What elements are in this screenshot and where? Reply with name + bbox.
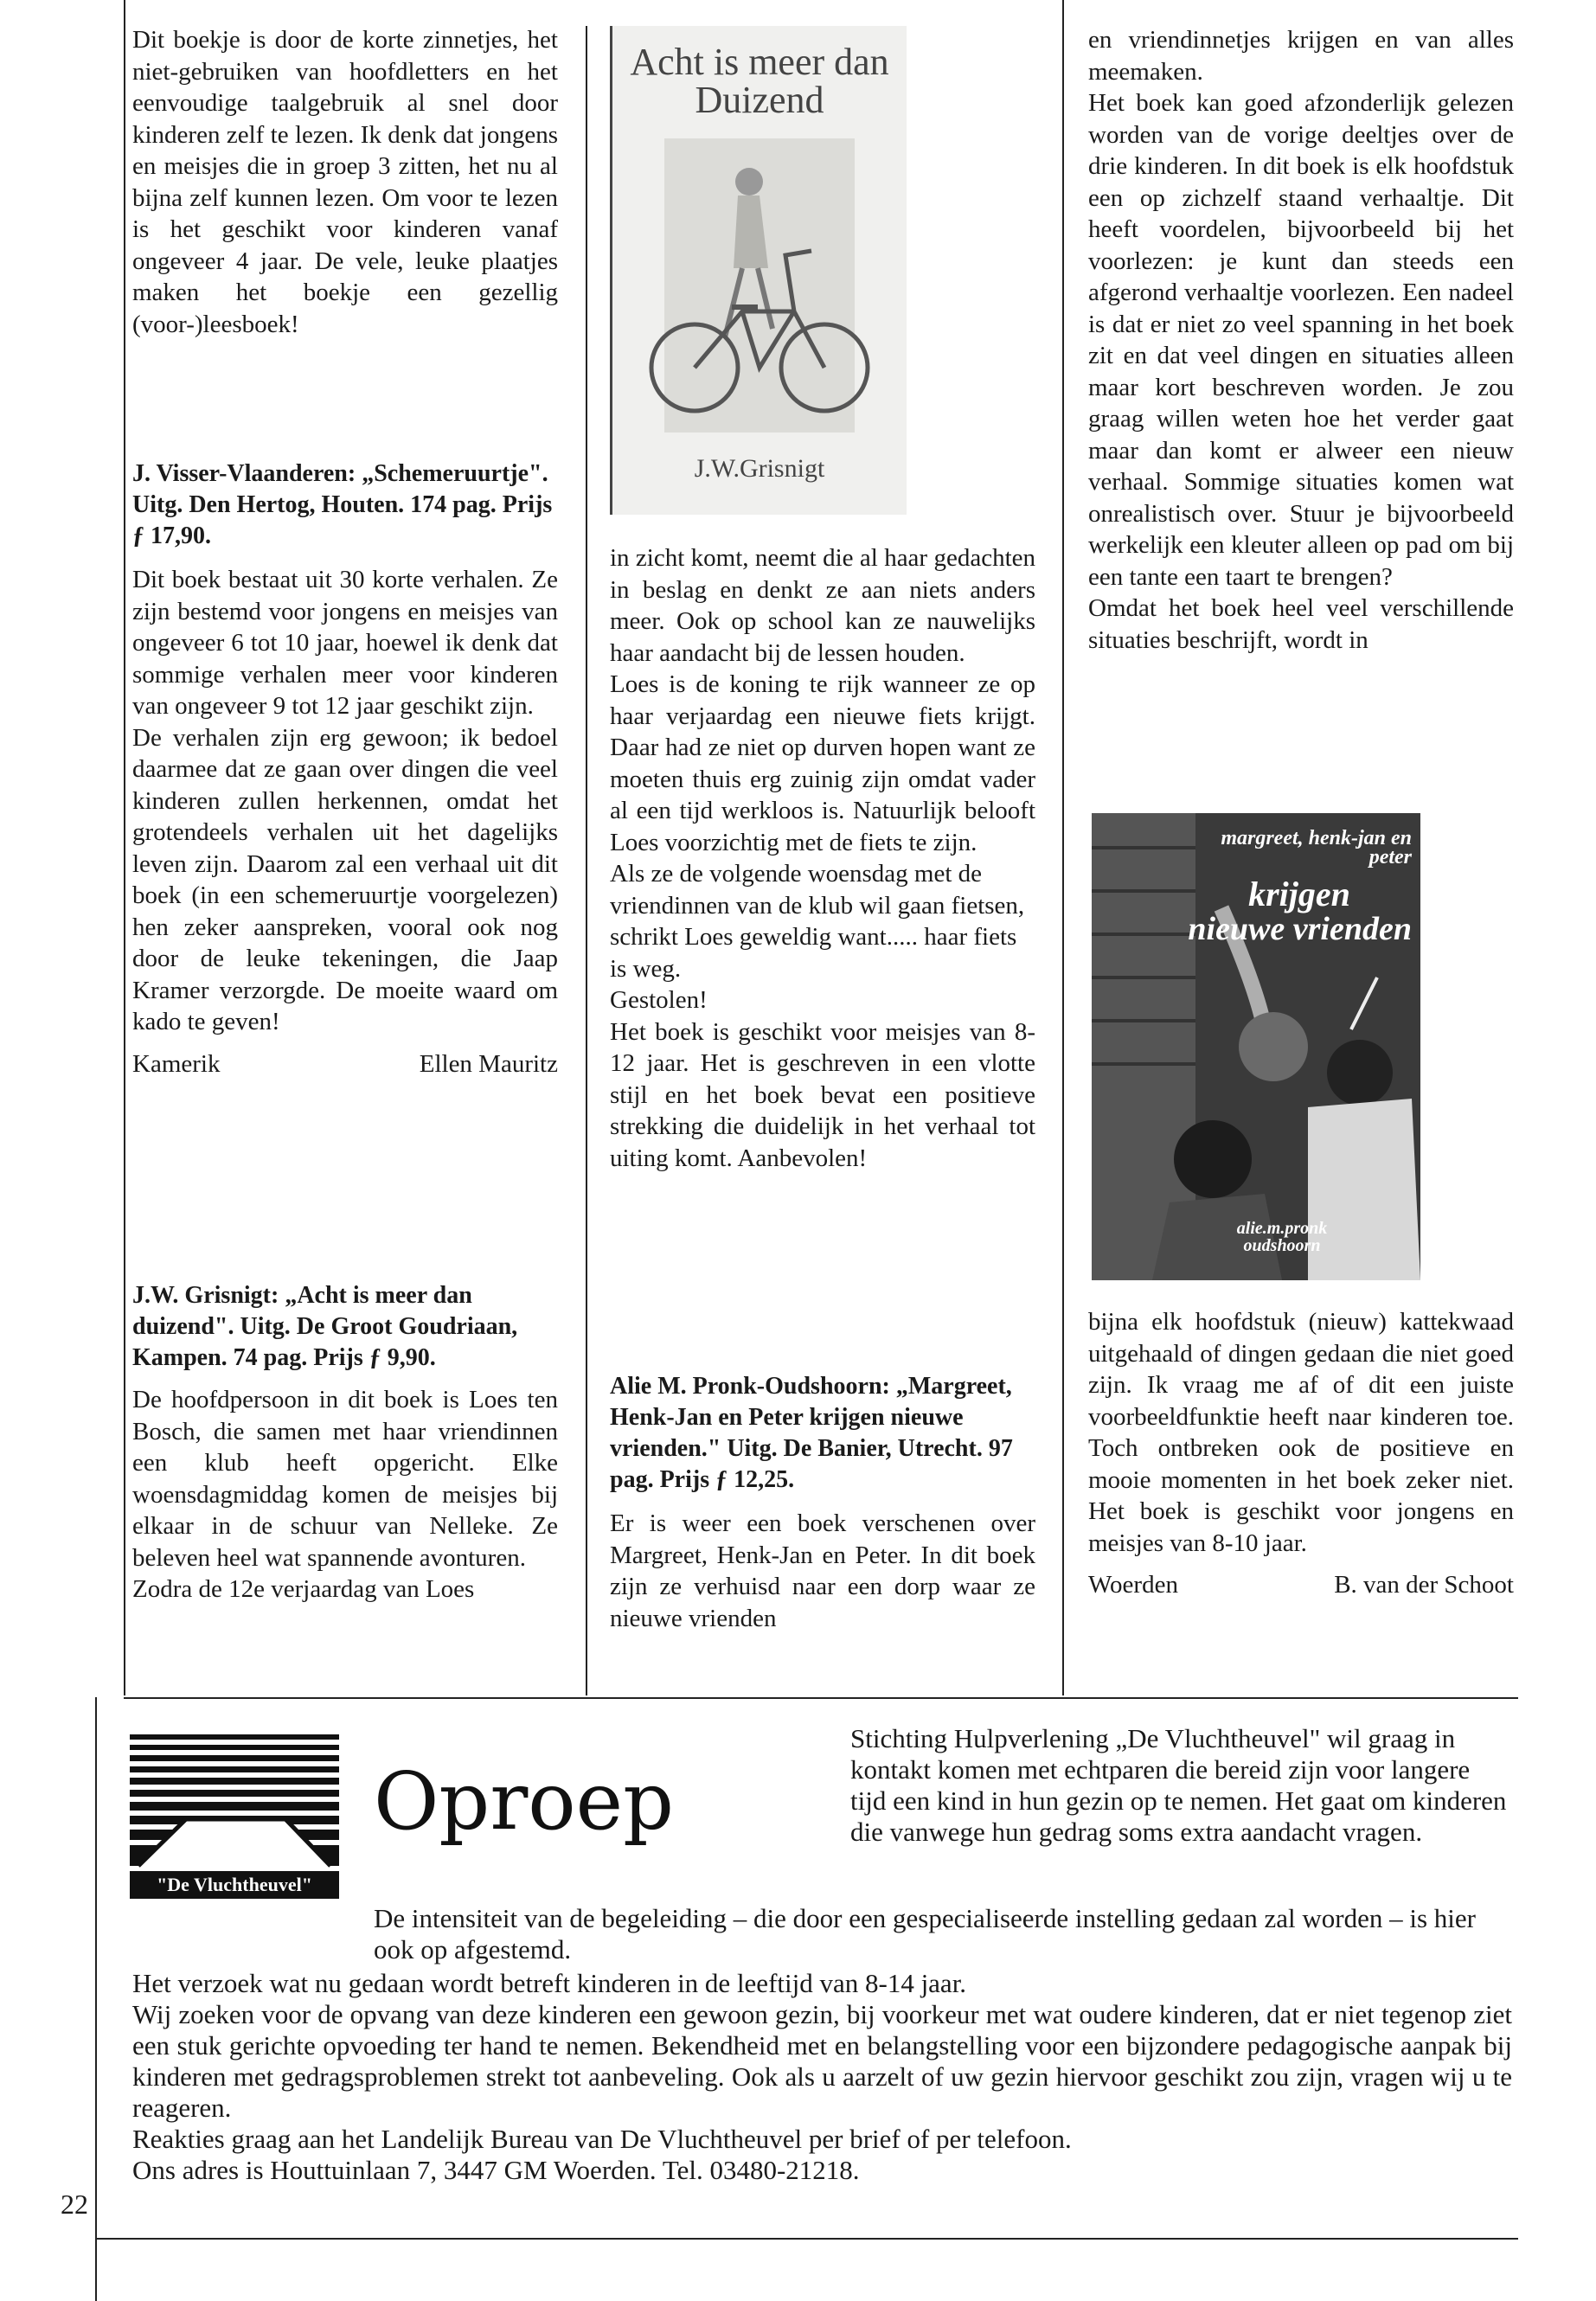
ad-intensity: De intensiteit van de begeleiding – die door een gespecialiseerde instelling gedaan zal worden – is hier ook op afgestemd. bbox=[374, 1903, 1476, 1965]
ad-top-rule bbox=[124, 1697, 1518, 1699]
review-paragraph: in zicht komt, neemt die al haar gedachten in beslag en denkt ze aan niets anders meer. Ook op school kan ze nauwelijks haar aandacht bij de lessen houden. bbox=[610, 544, 1035, 667]
cover-title-krijgen: krijgen bbox=[1248, 875, 1350, 913]
review-paragraph: Er is weer een boek verschenen over Margreet, Henk-Jan en Peter. In dit boek zijn ze verhuisd naar een dorp waar ze nieuwe vrienden bbox=[610, 1509, 1035, 1632]
review-signature bbox=[1088, 1569, 1514, 1601]
review-paragraph: Als ze de volgende woensdag met de vriendinnen van de klub wil gaan fietsen, schrikt Loes geweldig want..... haar fiets is weg. bbox=[610, 860, 1025, 983]
ad-seek: Wij zoeken voor de opvang van deze kinderen een gewoon gezin, bij voorkeur met wat oudere kinderen, dat er niet tegenop ziet een stuk gerichte opvoeding ter hand te nemen. Bekendheid met en belangstelling voor een bijzondere pedagogische aanpak bij kinderen met gedragsproblemen strekt tot aanbeveling. Ook als u aarzelt of uw gezin hiervoor geschikt zou zijn, vragen wij u te reageren. bbox=[132, 1999, 1512, 2123]
review-paragraph: De hoofdpersoon in dit boek is Loes ten Bosch, die samen met haar vriendinnen een klub heeft opgericht. Elke woensdagmiddag komen de meisjes bij elkaar in de schuur van Nelleke. Ze beleven heel wat spannende avonturen. bbox=[132, 1386, 558, 1572]
review-title-margreet: Alie M. Pronk-Oudshoorn: „Margreet, Henk-Jan en Peter krijgen nieuwe vrienden." Uitg. De Banier, Utrecht. 97 pag. Prijs ƒ 12,25. bbox=[610, 1373, 1013, 1493]
review-paragraph: Het boek is geschikt voor meisjes van 8-12 jaar. Het is geschreven in een vlotte stijl en het boek bevat een positieve strekking die duidelijk in het verhaal tot uiting komt. Aanbevolen! bbox=[610, 1017, 1035, 1172]
review-paragraph: De verhalen zijn erg gewoon; ik bedoel daarmee dat ze gaan over dingen die veel kinderen zullen herkennen, omdat het grotendeels verhalen uit het dagelijks leven zijn. Daarom zal een verhaal uit dit boek (in een schemeruurtje voorgelezen) hen zeker aanspreken, vooral ook nog door de leuke tekeningen, die Jaap Kramer verzorgde. De moeite waard om kado te geven! bbox=[132, 723, 558, 1035]
girl-on-bicycle-illustration bbox=[612, 26, 907, 515]
column-rule-left bbox=[124, 0, 125, 1695]
review-paragraph: bijna elk hoofdstuk (nieuw) kattekwaad uitgehaald of dingen gedaan die niet goed zijn. Ik vraag me af of dit een juiste voorbeeldfunktie heeft naar kinderen toe. Toch ontbreken ook de positieve en mooie momenten in het boek zeker niet. Het boek is geschikt voor jongens en meisjes van 8-10 jaar. bbox=[1088, 1308, 1514, 1557]
review-title-acht-is-meer: J.W. Grisnigt: „Acht is meer dan duizend". Uitg. De Groot Goudriaan, Kampen. 74 pag. Prijs ƒ 9,90. bbox=[132, 1282, 518, 1371]
ad-heading: Oproep bbox=[374, 1755, 675, 1848]
cover-title: Acht is meer dan Duizend bbox=[630, 41, 889, 121]
review-paragraph: Het boek kan goed afzonderlijk gelezen worden van de vorige deeltjes over de drie kinderen. In dit boek is elk hoofdstuk een op zichzelf staand verhaaltje. Dit heeft voordelen, bijvoorbeeld bij het voorlezen: je kunt dan steeds een afgerond verhaaltje voorlezen. Een nadeel is dat er niet zo veel spanning in het boek zit en dat veel dingen en situaties alleen maar kort beschreven worden. Je zou graag willen weten hoe het verder gaat maar dan komt er alweer een nieuw verhaal. Sommige situaties komen wat onrealistisch over. Stuur je bijvoorbeeld werkelijk een kleuter alleen op pad om bij een tante een taart te brengen? bbox=[1088, 89, 1514, 591]
review-title-schemeruurtje: J. Visser-Vlaanderen: „Schemeruurtje". Uitg. Den Hertog, Houten. 174 pag. Prijs ƒ 17,90. bbox=[132, 460, 553, 549]
cover-author-line-2: oudshoorn bbox=[1243, 1236, 1321, 1255]
page-number: 22 bbox=[61, 2189, 88, 2220]
column-1-middle bbox=[132, 458, 558, 1080]
column-rule-1 bbox=[586, 26, 587, 1695]
column-rule-2 bbox=[1062, 0, 1064, 1695]
review-paragraph: Omdat het boek heel veel verschillende situaties beschrijft, wordt in bbox=[1088, 594, 1514, 654]
review-paragraph: Loes is de koning te rijk wanneer ze op haar verjaardag een nieuwe fiets krijgt. Daar had ze niet op durven hopen want ze moeten thuis erg zuinig zijn omdat vader al een tijd werkloos is. Natuurlijk belooft Loes voorzichtig met de fiets te zijn. bbox=[610, 670, 1035, 856]
ad-intro: Stichting Hulpverlening „De Vluchtheuvel" wil graag in kontakt komen met echtparen die bereid zijn voor langere tijd een kind in hun gezin op te nemen. Het gaat om kinderen die vanwege hun gedrag soms extra aandacht vragen. bbox=[850, 1723, 1507, 1847]
hill-stripes-logo-icon bbox=[130, 1734, 339, 1868]
ad-request: Het verzoek wat nu gedaan wordt betreft kinderen in de leeftijd van 8-14 jaar. bbox=[132, 1968, 967, 1998]
book-cover-acht-is-meer-dan-duizend bbox=[610, 26, 907, 515]
book-cover-margreet-henk-jan-en-peter bbox=[1092, 813, 1420, 1280]
column-1-top bbox=[132, 24, 558, 340]
ad-left-rule bbox=[95, 1697, 97, 2301]
review-paragraph: Dit boek bestaat uit 30 korte verhalen. Ze zijn bestemd voor jongens en meisjes van ongeveer 6 tot 10 jaar, hoewel ik denk dat sommige verhalen meer voor kinderen van ongeveer 9 tot 12 jaar geschikt zijn. bbox=[132, 566, 558, 720]
review-paragraph: Gestolen! bbox=[610, 986, 708, 1014]
ad-bottom-rule bbox=[95, 2238, 1518, 2240]
review-paragraph: en vriendinnetjes krijgen en van alles meemaken. bbox=[1088, 26, 1514, 86]
review-paragraph: Zodra de 12e verjaardag van Loes bbox=[132, 1575, 475, 1603]
ad-body bbox=[132, 1968, 1512, 2186]
cover-title-nieuwe-vrienden: nieuwe vrienden bbox=[1188, 911, 1412, 947]
review-signature bbox=[132, 1048, 558, 1080]
signature-name: B. van der Schoot bbox=[1334, 1571, 1514, 1599]
cover-child-names: margreet, henk-jan en peter bbox=[1221, 827, 1412, 868]
column-3-bottom bbox=[1088, 1306, 1514, 1601]
column-2-bottom bbox=[610, 1371, 1035, 1634]
cover-author bbox=[1213, 1220, 1351, 1254]
column-1-bottom bbox=[132, 1280, 558, 1606]
vluchtheuvel-logo bbox=[130, 1734, 339, 1899]
cover-author-line-1: alie.m.pronk bbox=[1236, 1219, 1328, 1238]
column-2 bbox=[610, 542, 1035, 1174]
logo-label: "De Vluchtheuvel" bbox=[130, 1871, 339, 1899]
cover-author: J.W.Grisnigt bbox=[694, 454, 825, 483]
signature-name: Ellen Mauritz bbox=[419, 1049, 558, 1078]
ad-reactions: Reakties graag aan het Landelijk Bureau van De Vluchtheuvel per brief of per telefoon. bbox=[132, 2124, 1072, 2154]
review-intro-paragraph: Dit boekje is door de korte zinnetjes, het niet-gebruiken van hoofdletters en het eenvoudige taalgebruik al snel door kinderen zelf te lezen. Ik denk dat jongens en meisjes die in groep 3 zitten, het nu al bijna zelf kunnen lezen. Om voor te lezen is het geschikt voor kinderen vanaf ongeveer 4 jaar. De vele, leuke plaatjes maken het boekje een gezellig (voor-)leesboek! bbox=[132, 26, 558, 338]
signature-place: Kamerik bbox=[132, 1049, 221, 1078]
column-3-top bbox=[1088, 24, 1514, 656]
signature-place: Woerden bbox=[1088, 1571, 1178, 1599]
ad-address: Ons adres is Houttuinlaan 7, 3447 GM Woerden. Tel. 03480-21218. bbox=[132, 2155, 860, 2185]
